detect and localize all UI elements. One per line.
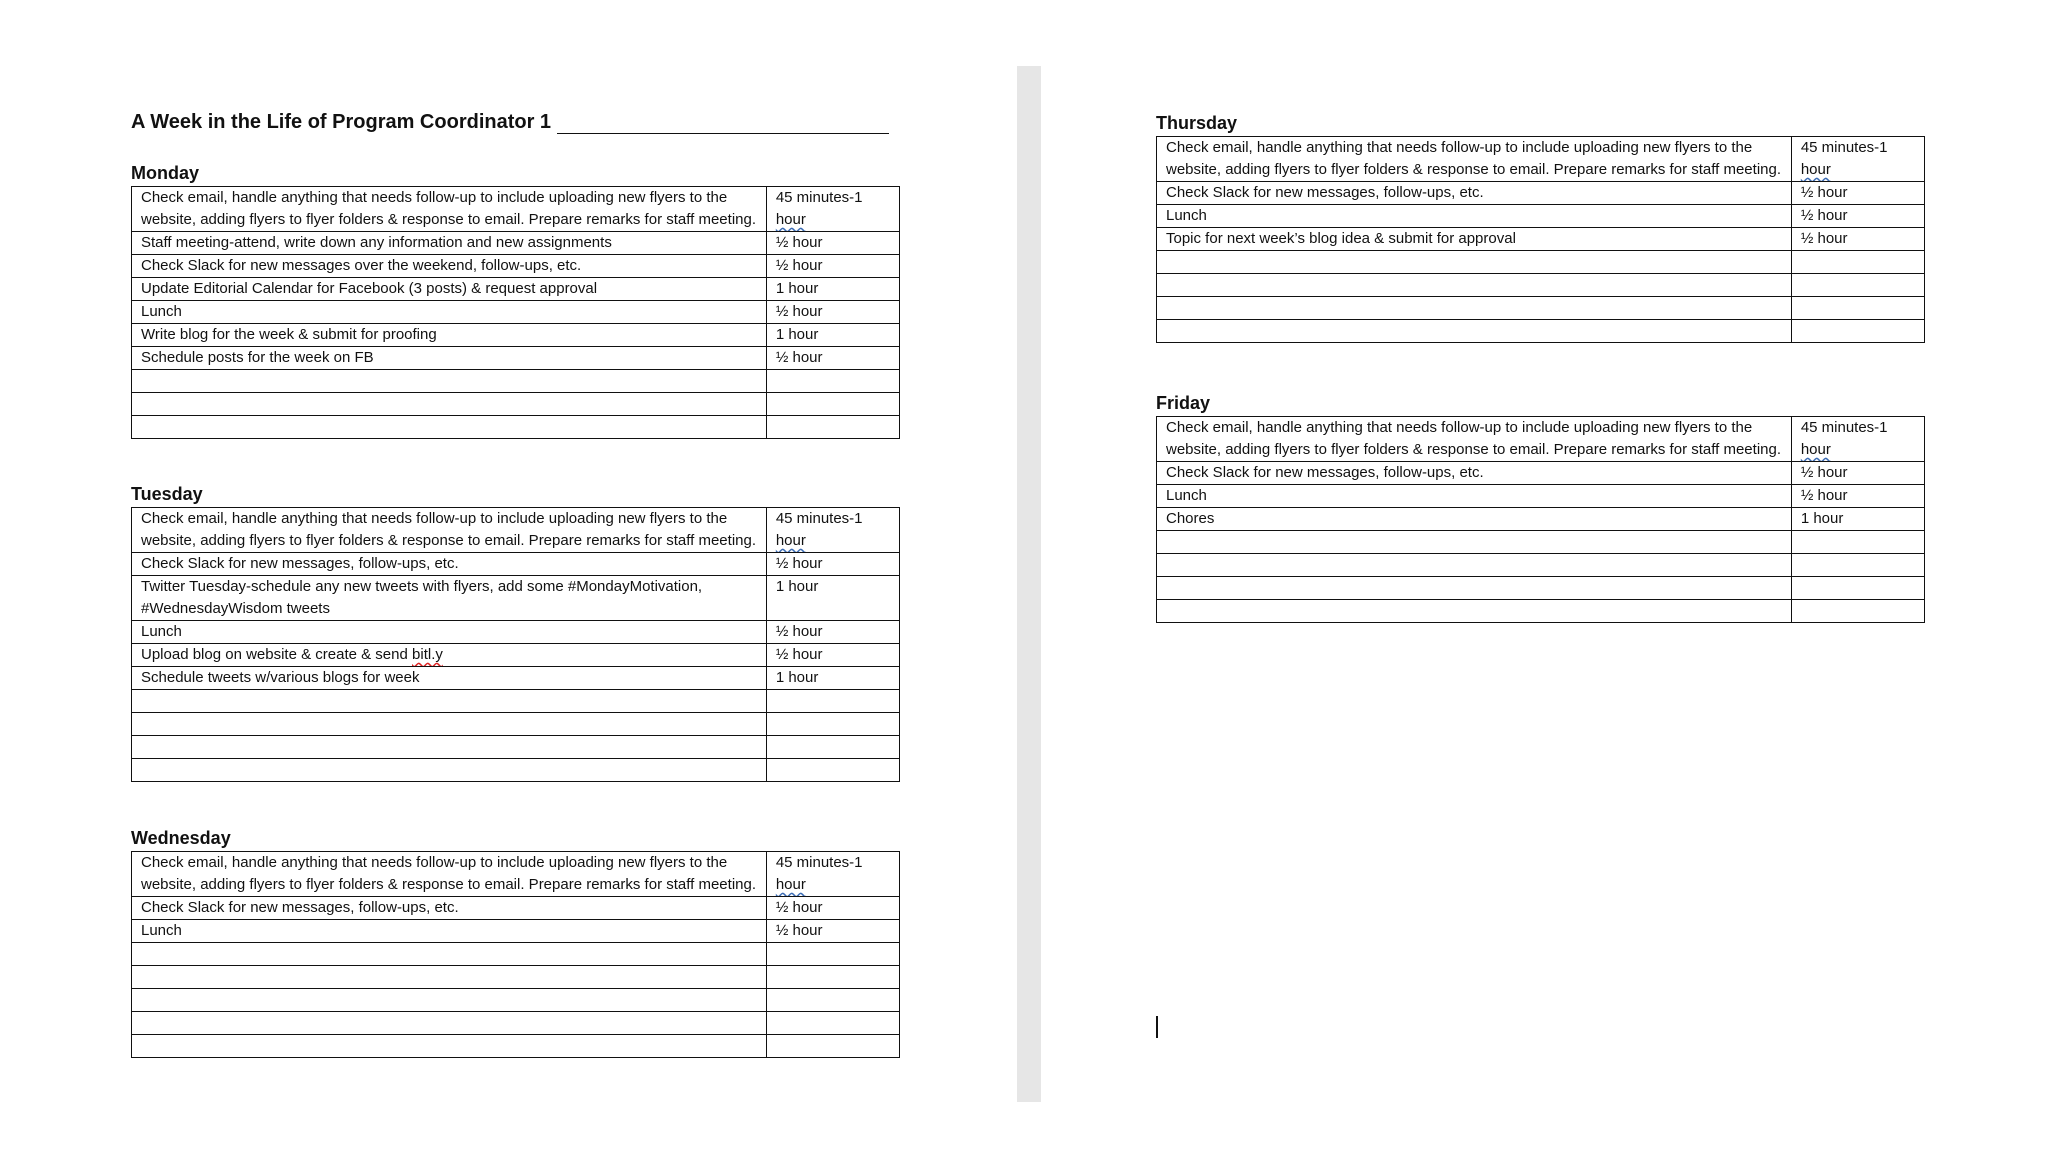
time-cell[interactable] [1791, 137, 1924, 182]
empty-cell[interactable] [132, 370, 767, 393]
empty-table-row [132, 416, 900, 439]
empty-cell[interactable] [766, 736, 899, 759]
empty-table-row [1157, 297, 1925, 320]
table-row [1157, 137, 1925, 182]
table-row [1157, 485, 1925, 508]
empty-cell[interactable] [1157, 274, 1792, 297]
day-section-tuesday [131, 483, 901, 782]
task-cell[interactable]: Check Slack for new messages, follow-ups, etc. [132, 897, 767, 920]
task-cell[interactable]: Schedule posts for the week on FB [132, 347, 767, 370]
table-row [132, 621, 900, 644]
time-text: 45 minutes-1 [775, 854, 863, 871]
time-cell[interactable]: ½ hour [766, 255, 899, 278]
task-cell[interactable]: Topic for next week’s blog idea & submit for approval [1157, 228, 1792, 251]
task-cell[interactable]: Write blog for the week & submit for proofing [132, 324, 767, 347]
empty-table-row [1157, 320, 1925, 343]
empty-table-row [132, 1035, 900, 1058]
task-cell[interactable]: Update Editorial Calendar for Facebook (3 posts) & request approval [132, 278, 767, 301]
task-cell[interactable]: Schedule tweets w/various blogs for week [132, 667, 767, 690]
table-row [1157, 205, 1925, 228]
empty-cell[interactable] [766, 966, 899, 989]
empty-cell[interactable] [766, 759, 899, 782]
empty-cell[interactable] [132, 989, 767, 1012]
table-row [132, 508, 900, 553]
time-cell[interactable]: ½ hour [766, 897, 899, 920]
day-heading-monday[interactable]: Monday [131, 163, 200, 183]
time-cell[interactable]: ½ hour [766, 644, 899, 667]
day-section-friday [1156, 392, 1926, 623]
task-text: Upload blog on website & create & send [141, 646, 413, 663]
empty-cell[interactable] [132, 713, 767, 736]
empty-cell[interactable] [1157, 251, 1792, 274]
empty-cell[interactable] [1791, 600, 1924, 623]
empty-cell[interactable] [1157, 297, 1792, 320]
task-cell[interactable]: Lunch [132, 301, 767, 324]
empty-cell[interactable] [1791, 577, 1924, 600]
schedule-table-monday [131, 186, 900, 439]
schedule-table-friday [1156, 416, 1925, 623]
time-cell[interactable]: ½ hour [766, 553, 899, 576]
empty-table-row [1157, 554, 1925, 577]
time-cell[interactable]: ½ hour [1791, 182, 1924, 205]
task-cell[interactable]: Check email, handle anything that needs follow-up to include uploading new flyers to the website, adding flyers to flyer folders & response to email. Prepare remarks for staff meeting. [1157, 417, 1792, 462]
task-cell[interactable]: Lunch [132, 920, 767, 943]
time-text-continued: hour [775, 876, 806, 893]
day-heading-thursday[interactable]: Thursday [1156, 113, 1238, 133]
table-row [132, 576, 900, 621]
page-gap-divider [1017, 66, 1041, 1102]
table-row [132, 324, 900, 347]
empty-table-row [1157, 274, 1925, 297]
time-cell[interactable]: ½ hour [766, 621, 899, 644]
task-cell[interactable]: Lunch [1157, 485, 1792, 508]
task-cell[interactable]: Staff meeting-attend, write down any information and new assignments [132, 232, 767, 255]
time-cell[interactable]: 1 hour [766, 324, 899, 347]
empty-table-row [132, 370, 900, 393]
empty-cell[interactable] [1791, 251, 1924, 274]
table-row [1157, 462, 1925, 485]
task-cell[interactable]: Check Slack for new messages, follow-ups, etc. [1157, 182, 1792, 205]
day-heading-friday[interactable]: Friday [1156, 393, 1211, 413]
time-cell[interactable]: 1 hour [766, 576, 899, 621]
empty-table-row [1157, 531, 1925, 554]
empty-cell[interactable] [132, 736, 767, 759]
day-section-thursday [1156, 112, 1926, 343]
empty-cell[interactable] [766, 416, 899, 439]
task-cell[interactable]: Check Slack for new messages over the weekend, follow-ups, etc. [132, 255, 767, 278]
empty-cell[interactable] [132, 690, 767, 713]
misspelled-word: bitl.y [412, 646, 443, 663]
empty-table-row [132, 759, 900, 782]
day-heading-tuesday[interactable]: Tuesday [131, 484, 203, 504]
time-cell[interactable]: 1 hour [1791, 508, 1924, 531]
table-row [132, 553, 900, 576]
empty-cell[interactable] [766, 1035, 899, 1058]
task-cell[interactable]: Check email, handle anything that needs follow-up to include uploading new flyers to the website, adding flyers to flyer folders & response to email. Prepare remarks for staff meeting. [132, 508, 767, 553]
empty-cell[interactable] [1791, 297, 1924, 320]
empty-cell[interactable] [132, 416, 767, 439]
empty-cell[interactable] [766, 690, 899, 713]
empty-cell[interactable] [1157, 531, 1792, 554]
task-cell[interactable]: Lunch [1157, 205, 1792, 228]
empty-cell[interactable] [1791, 531, 1924, 554]
day-section-monday [131, 162, 901, 439]
table-row [1157, 182, 1925, 205]
table-row [1157, 228, 1925, 251]
empty-table-row [132, 713, 900, 736]
document-title-text[interactable]: A Week in the Life of Program Coordinator 1 [131, 111, 552, 133]
time-text-continued: hour [775, 532, 806, 549]
text-cursor [1156, 1016, 1158, 1038]
empty-cell[interactable] [132, 759, 767, 782]
table-row [132, 255, 900, 278]
time-text: 45 minutes-1 [775, 189, 863, 206]
table-row [132, 644, 900, 667]
task-cell[interactable]: Check email, handle anything that needs follow-up to include uploading new flyers to the website, adding flyers to flyer folders & response to email. Prepare remarks for staff meeting. [1157, 137, 1792, 182]
empty-table-row [132, 989, 900, 1012]
empty-cell[interactable] [132, 943, 767, 966]
day-heading-wednesday[interactable]: Wednesday [131, 828, 231, 848]
table-row [132, 187, 900, 232]
task-cell[interactable]: Chores [1157, 508, 1792, 531]
task-cell[interactable]: Check email, handle anything that needs follow-up to include uploading new flyers to the website, adding flyers to flyer folders & response to email. Prepare remarks for staff meeting. [132, 187, 767, 232]
time-cell[interactable]: 1 hour [766, 667, 899, 690]
table-row [132, 232, 900, 255]
time-cell[interactable] [766, 187, 899, 232]
empty-cell[interactable] [1791, 274, 1924, 297]
empty-table-row [132, 966, 900, 989]
empty-cell[interactable] [766, 393, 899, 416]
time-cell[interactable]: ½ hour [1791, 205, 1924, 228]
document-title[interactable] [131, 111, 889, 134]
table-row [132, 920, 900, 943]
empty-table-row [132, 736, 900, 759]
empty-table-row [132, 393, 900, 416]
time-cell[interactable]: ½ hour [766, 347, 899, 370]
empty-cell[interactable] [1157, 600, 1792, 623]
empty-table-row [132, 1012, 900, 1035]
schedule-table-wednesday [131, 851, 900, 1058]
empty-cell[interactable] [766, 943, 899, 966]
task-cell[interactable]: Check Slack for new messages, follow-ups, etc. [132, 553, 767, 576]
empty-cell[interactable] [766, 370, 899, 393]
task-cell[interactable]: Check Slack for new messages, follow-ups, etc. [1157, 462, 1792, 485]
task-cell[interactable]: Lunch [132, 621, 767, 644]
empty-table-row [1157, 251, 1925, 274]
empty-cell[interactable] [132, 1035, 767, 1058]
time-text-continued: hour [1800, 161, 1831, 178]
time-text: 45 minutes-1 [775, 510, 863, 527]
table-row [132, 347, 900, 370]
title-blank-line [557, 114, 889, 134]
schedule-table-tuesday [131, 507, 900, 782]
table-row [132, 301, 900, 324]
time-cell[interactable]: 1 hour [766, 278, 899, 301]
schedule-table-thursday [1156, 136, 1925, 343]
empty-cell[interactable] [1157, 554, 1792, 577]
time-text-continued: hour [775, 211, 806, 228]
time-text: 45 minutes-1 [1800, 139, 1888, 156]
empty-cell[interactable] [132, 1012, 767, 1035]
time-cell[interactable]: ½ hour [766, 920, 899, 943]
empty-table-row [132, 943, 900, 966]
time-cell[interactable]: ½ hour [766, 301, 899, 324]
table-row [132, 852, 900, 897]
table-row [132, 897, 900, 920]
task-cell[interactable]: Twitter Tuesday-schedule any new tweets with flyers, add some #MondayMotivation, #WednesdayWisdom tweets [132, 576, 767, 621]
empty-cell[interactable] [1791, 554, 1924, 577]
time-cell[interactable]: ½ hour [1791, 462, 1924, 485]
time-cell[interactable]: ½ hour [1791, 485, 1924, 508]
table-row [132, 667, 900, 690]
table-row [1157, 508, 1925, 531]
time-text: 45 minutes-1 [1800, 419, 1888, 436]
empty-table-row [1157, 577, 1925, 600]
day-section-wednesday [131, 827, 901, 1058]
table-row [132, 278, 900, 301]
task-cell[interactable] [132, 644, 767, 667]
time-text-continued: hour [1800, 441, 1831, 458]
time-cell[interactable] [766, 508, 899, 553]
empty-cell[interactable] [1157, 320, 1792, 343]
time-cell[interactable] [1791, 417, 1924, 462]
empty-cell[interactable] [766, 1012, 899, 1035]
empty-cell[interactable] [766, 713, 899, 736]
empty-table-row [1157, 600, 1925, 623]
empty-cell[interactable] [766, 989, 899, 1012]
time-cell[interactable]: ½ hour [766, 232, 899, 255]
empty-table-row [132, 690, 900, 713]
empty-cell[interactable] [1157, 577, 1792, 600]
empty-cell[interactable] [1791, 320, 1924, 343]
table-row [1157, 417, 1925, 462]
time-cell[interactable]: ½ hour [1791, 228, 1924, 251]
time-cell[interactable] [766, 852, 899, 897]
empty-cell[interactable] [132, 966, 767, 989]
task-cell[interactable]: Check email, handle anything that needs follow-up to include uploading new flyers to the website, adding flyers to flyer folders & response to email. Prepare remarks for staff meeting. [132, 852, 767, 897]
empty-cell[interactable] [132, 393, 767, 416]
